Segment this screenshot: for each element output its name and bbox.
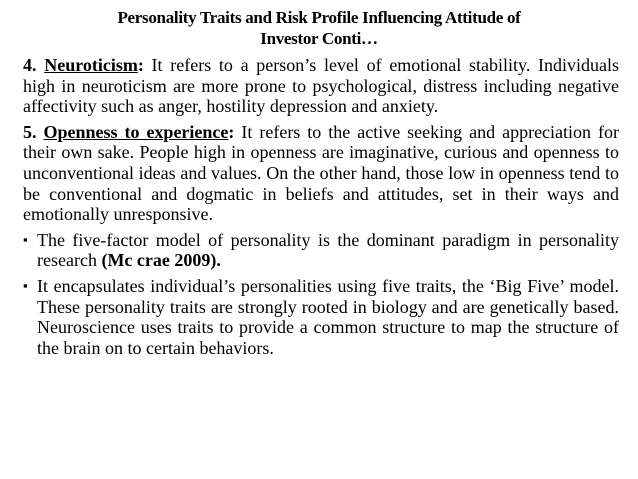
section-neuroticism (23, 55, 619, 117)
bullet-five-factor (23, 230, 619, 271)
square-bullet-icon: ▪ (23, 277, 28, 293)
section-text: It refers to the active seeking and appreciation for their own sake. People high in openness are imaginative, curious and openness to unconventional ideas and values. On the other hand, those low in openness tend to be conventional and dogmatic in beliefs and attitudes, set in their ways and emotionally unresponsive. (23, 121, 619, 225)
bullet-big-five (23, 276, 619, 358)
title-line-2: Investor Conti… (260, 29, 378, 48)
bullet-citation: (Mc crae 2009). (101, 250, 221, 271)
square-bullet-icon: ▪ (23, 231, 28, 247)
section-term: Openness to experience (43, 121, 229, 142)
section-number: 4. (23, 55, 37, 75)
slide-body (23, 55, 619, 363)
title-line-1: Personality Traits and Risk Profile Influencing Attitude of (117, 8, 521, 27)
section-number: 5. (23, 121, 37, 142)
section-lead (23, 55, 144, 75)
slide-title (20, 7, 618, 49)
section-colon: : (137, 55, 144, 75)
section-openness (23, 122, 619, 225)
section-text: It refers to a person’s level of emotional stability. Individuals high in neuroticism are more prone to psychological, distress including negative affectivity such as anger, hostility depression and anxiety. (23, 55, 620, 117)
section-colon: : (228, 121, 235, 142)
section-term: Neuroticism (44, 55, 138, 75)
bullet-text: The five-factor model of personality is the dominant paradigm in personality research (37, 229, 619, 271)
bullet-text: It encapsulates individual’s personalities using five traits, the ‘Big Five’ model. These personality traits are strongly rooted in biology and are genetically based. Neuroscience uses traits to provide a common structure to map the structure of the brain on to certain behaviors. (37, 275, 619, 358)
section-lead (23, 122, 234, 142)
